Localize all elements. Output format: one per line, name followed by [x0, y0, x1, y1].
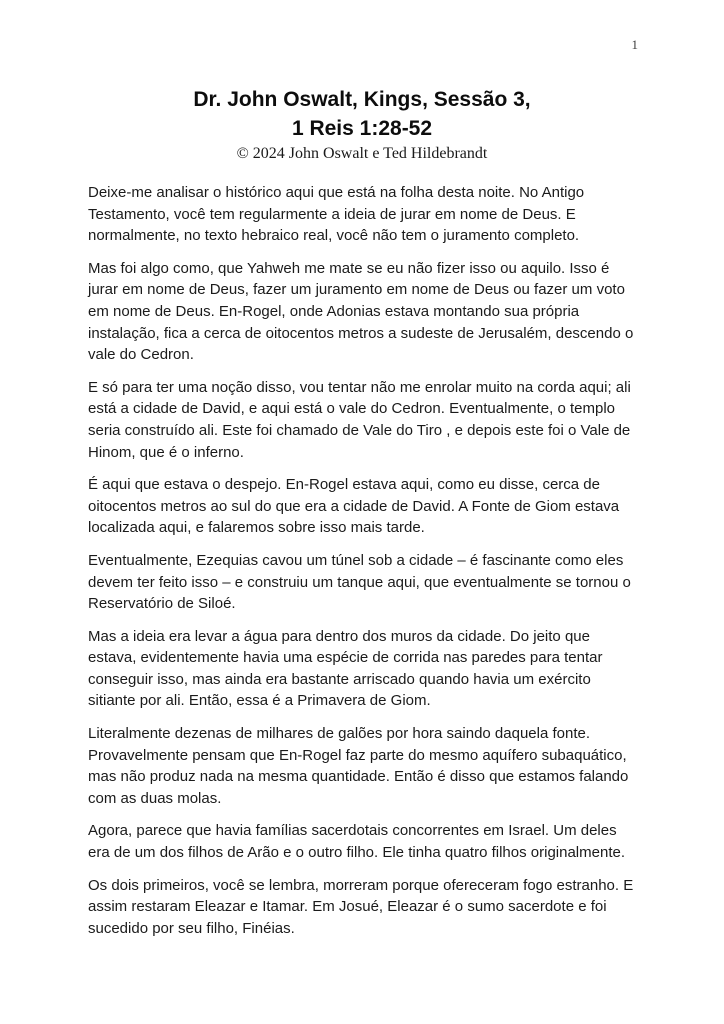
- page-number: 1: [631, 37, 638, 52]
- body-paragraph: Mas foi algo como, que Yahweh me mate se eu não fizer isso ou aquilo. Isso é jurar em nome de Deus, fazer um juramento em nome de Deus ou fazer um voto em nome de Deus. En-Rogel, onde Adonias estava montando sua própria instalação, fica a cerca de oitocentos metros a sudeste de Jerusalém, descendo o vale do Cedron.: [88, 259, 634, 364]
- document-title-line-1: Dr. John Oswalt, Kings, Sessão 3,: [193, 88, 531, 111]
- body-paragraph: Eventualmente, Ezequias cavou um túnel sob a cidade – é fascinante como eles devem ter feito isso – e construiu um tanque aqui, que eventualmente se tornou o Reservatório de Siloé.: [88, 551, 631, 613]
- body-paragraph: Mas a ideia era levar a água para dentro dos muros da cidade. Do jeito que estava, evidentemente havia uma espécie de corrida nas paredes para tentar conseguir isso, mas ainda era bastante arriscado quando havia um exército sitiante por ali. Então, essa é a Primavera de Giom.: [88, 627, 603, 710]
- document-body: [88, 182, 640, 939]
- body-paragraph: Literalmente dezenas de milhares de galões por hora saindo daquela fonte. Provavelmente pensam que En-Rogel faz parte do mesmo aquífero subaquático, mas não produz nada na mesma quantidade. Então é disso que estamos falando com as duas molas.: [88, 725, 629, 807]
- body-paragraph: É aqui que estava o despejo. En-Rogel estava aqui, como eu disse, cerca de oitocentos metros ao sul do que era a cidade de David. A Fonte de Giom estava localizada aqui, e falaremos sobre isso mais tarde.: [88, 476, 620, 537]
- body-paragraph: Agora, parece que havia famílias sacerdotais concorrentes em Israel. Um deles era de um dos filhos de Arão e o outro filho. Ele tinha quatro filhos originalmente.: [88, 822, 625, 862]
- document-title-line-2: 1 Reis 1:28-52: [291, 117, 433, 140]
- body-paragraph: E só para ter uma noção disso, vou tentar não me enrolar muito na corda aqui; ali está a cidade de David, e aqui está o vale do Cedron. Eventualmente, o templo seria construído ali. Este foi chamado de Vale do Tiro , e depois este foi o Vale de Hinom, que é o inferno.: [88, 378, 631, 461]
- title-block: [0, 0, 724, 164]
- copyright-notice: © 2024 John Oswalt e Ted Hildebrandt: [236, 145, 488, 162]
- body-paragraph: Os dois primeiros, você se lembra, morreram porque ofereceram fogo estranho. E assim restaram Eleazar e Itamar. Em Josué, Eleazar é o sumo sacerdote e foi sucedido por seu filho, Finéias.: [88, 876, 634, 937]
- body-paragraph: Deixe-me analisar o histórico aqui que está na folha desta noite. No Antigo Testamento, você tem regularmente a ideia de jurar em nome de Deus. E normalmente, no texto hebraico real, você não tem o juramento completo.: [88, 184, 585, 245]
